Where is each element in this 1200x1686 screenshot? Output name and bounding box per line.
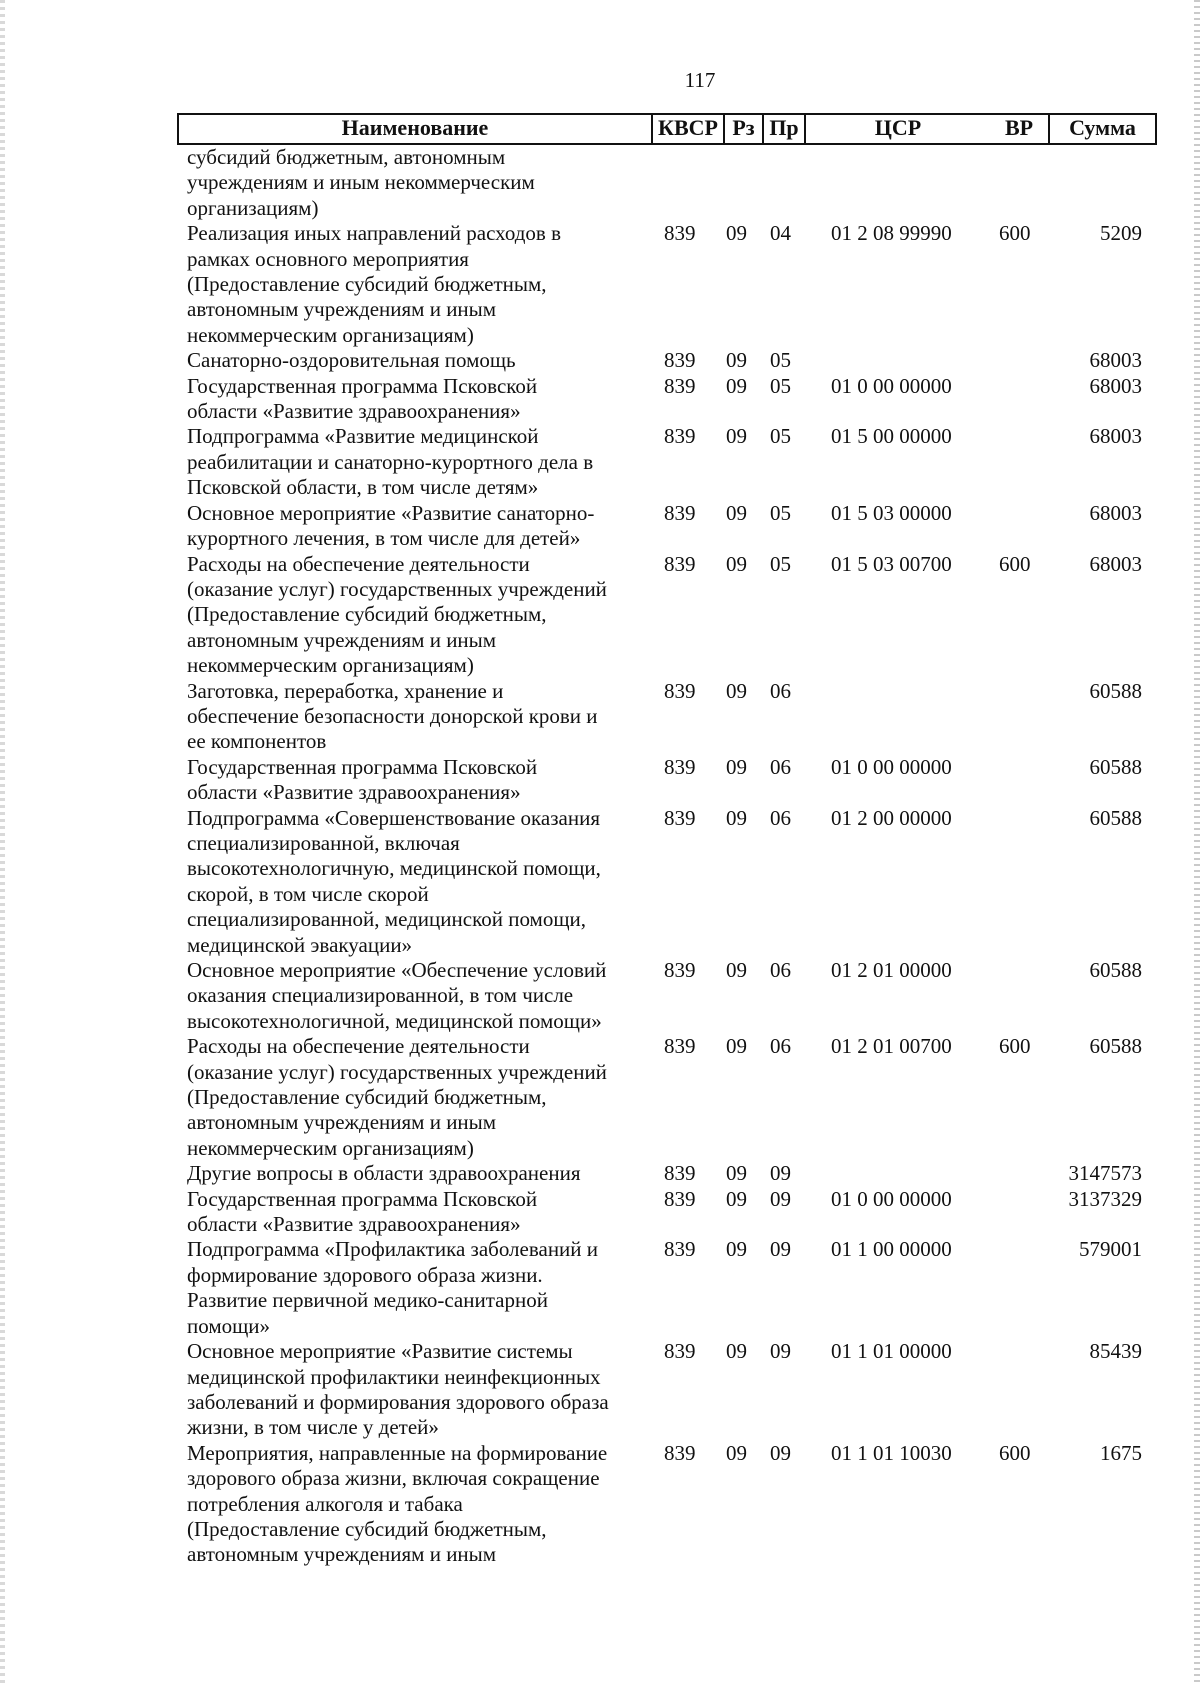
row-name-line: скорой, в том числе скорой [187, 881, 429, 906]
row-name-line: обеспечение безопасности донорской крови и [187, 703, 598, 728]
cell-vr [999, 755, 1043, 780]
cell-sum: 60588 [1089, 1034, 1142, 1059]
row-name-line: организациям) [187, 195, 319, 220]
row-name [177, 806, 642, 958]
cell-kvsr [664, 145, 712, 170]
row-name-line: ее компонентов [187, 729, 327, 754]
cell-kvsr: 839 [664, 754, 696, 779]
table-row [177, 374, 1157, 425]
cell-csr [831, 1161, 981, 1186]
row-name [177, 145, 642, 221]
cell-sum: 68003 [1089, 348, 1142, 373]
table-row [177, 1187, 1157, 1238]
cell-kvsr: 839 [664, 1186, 696, 1211]
table-row [177, 1034, 1157, 1161]
cell-pr: 05 [770, 373, 791, 398]
header-pr: Пр [764, 115, 806, 143]
cell-pr: 06 [770, 958, 791, 982]
cell-sum: 60588 [1089, 805, 1142, 830]
cell-csr [831, 348, 981, 373]
row-name-line: курортного лечения, в том числе для детей» [187, 526, 581, 551]
row-name-line: Основное мероприятие «Развитие санаторно- [187, 500, 595, 525]
row-name [177, 755, 642, 806]
row-name-line: Государственная программа Псковской [187, 1186, 538, 1211]
cell-vr [999, 679, 1043, 704]
row-name-line: Подпрограмма «Профилактика заболеваний и [187, 1237, 599, 1262]
cell-rz: 09 [726, 678, 747, 703]
row-name-line: Мероприятия, направленные на формирование [187, 1440, 608, 1465]
table-header [177, 113, 1157, 145]
cell-csr: 01 5 03 00000 [831, 500, 952, 525]
cell-kvsr: 839 [664, 1034, 696, 1059]
cell-vr [999, 1237, 1043, 1262]
cell-kvsr: 839 [664, 348, 696, 373]
cell-rz: 09 [726, 1161, 747, 1186]
row-name-line: оказания специализированной, в том числе [187, 983, 574, 1008]
row-name-line: Государственная программа Псковской [187, 373, 538, 398]
row-name-line: высокотехнологичной, медицинской помощи» [187, 1008, 602, 1033]
row-name-line: некоммерческим организациям) [187, 322, 474, 347]
cell-csr: 01 0 00 00000 [831, 373, 952, 398]
cell-vr: 600 [999, 221, 1031, 246]
cell-csr: 01 0 00 00000 [831, 1186, 952, 1211]
header-name: Наименование [179, 115, 653, 143]
cell-sum: 579001 [1079, 1237, 1142, 1262]
cell-csr: 01 2 08 99990 [831, 221, 952, 246]
table-row [177, 552, 1157, 679]
cell-vr [999, 348, 1043, 373]
row-name-line: некоммерческим организациям) [187, 653, 474, 678]
cell-pr: 09 [770, 1339, 791, 1364]
row-name [177, 501, 642, 552]
row-name-line: некоммерческим организациям) [187, 1135, 474, 1160]
cell-csr [831, 679, 981, 704]
table-body [177, 145, 1157, 1568]
cell-csr: 01 0 00 00000 [831, 754, 952, 779]
table-row [177, 806, 1157, 958]
cell-csr: 01 1 01 00000 [831, 1339, 952, 1364]
cell-pr: 09 [770, 1161, 791, 1186]
cell-pr: 06 [770, 678, 791, 703]
cell-sum: 1675 [1100, 1440, 1142, 1465]
cell-rz: 09 [726, 373, 747, 398]
cell-kvsr: 839 [664, 551, 696, 576]
row-name-line: высокотехнологичную, медицинской помощи, [187, 856, 601, 881]
row-name-line: автономным учреждениям и иным [187, 1110, 497, 1135]
table-row [177, 501, 1157, 552]
cell-kvsr: 839 [664, 1237, 696, 1262]
row-name-line: медицинской профилактики неинфекционных [187, 1364, 601, 1389]
header-sum: Сумма [1069, 115, 1136, 140]
row-name-line: (Предоставление субсидий бюджетным, [187, 1516, 547, 1541]
cell-kvsr: 839 [664, 678, 696, 703]
cell-kvsr: 839 [664, 805, 696, 830]
row-name [177, 1034, 642, 1161]
row-name [177, 1187, 642, 1238]
row-name-line: учреждениям и иным некоммерческим [187, 170, 535, 195]
row-name-line: медицинской эвакуации» [187, 932, 413, 957]
cell-sum [1043, 145, 1142, 170]
row-name [177, 1339, 642, 1441]
cell-pr: 09 [770, 1440, 791, 1465]
cell-kvsr: 839 [664, 1339, 696, 1364]
cell-rz: 09 [726, 500, 747, 525]
row-name-line: рамках основного мероприятия [187, 246, 469, 271]
table-row [177, 755, 1157, 806]
cell-kvsr: 839 [664, 424, 696, 449]
cell-vr [999, 145, 1043, 170]
cell-csr: 01 2 01 00000 [831, 958, 952, 982]
row-name-line: Заготовка, переработка, хранение и [187, 678, 504, 703]
row-name-line: (Предоставление субсидий бюджетным, [187, 1085, 547, 1110]
row-name [177, 1161, 642, 1186]
header-kvsr: КВСР [653, 115, 725, 143]
row-name-line: (оказание услуг) государственных учреждений [187, 576, 607, 601]
cell-vr [999, 424, 1043, 449]
cell-rz: 09 [726, 551, 747, 576]
row-name [177, 374, 642, 425]
cell-vr: 600 [999, 1034, 1031, 1059]
row-name [177, 1441, 642, 1568]
row-name [177, 552, 642, 679]
cell-kvsr: 839 [664, 500, 696, 525]
row-name-line: Расходы на обеспечение деятельности [187, 1034, 530, 1059]
cell-pr: 05 [770, 348, 791, 373]
cell-vr [999, 1339, 1043, 1364]
cell-rz: 09 [726, 754, 747, 779]
cell-rz: 09 [726, 958, 747, 982]
table-row [177, 348, 1157, 373]
cell-vr [999, 806, 1043, 831]
header-rz: Рз [725, 115, 764, 143]
cell-kvsr: 839 [664, 1440, 696, 1465]
cell-vr [999, 1161, 1043, 1186]
scan-edge-right [1194, 0, 1200, 1686]
cell-pr: 06 [770, 754, 791, 779]
table-row [177, 1237, 1157, 1339]
row-name-line: специализированной, медицинской помощи, [187, 907, 586, 932]
cell-sum: 60588 [1089, 958, 1142, 982]
cell-kvsr: 839 [664, 373, 696, 398]
cell-sum: 68003 [1089, 551, 1142, 576]
row-name-line: Государственная программа Псковской [187, 754, 538, 779]
row-name [177, 221, 642, 348]
cell-pr: 05 [770, 551, 791, 576]
row-name-line: Расходы на обеспечение деятельности [187, 551, 530, 576]
cell-kvsr: 839 [664, 1161, 696, 1186]
row-name-line: Санаторно-оздоровительная помощь [187, 348, 516, 373]
table-row [177, 1339, 1157, 1441]
cell-rz: 09 [726, 1440, 747, 1465]
row-name-line: (Предоставление субсидий бюджетным, [187, 272, 547, 297]
cell-csr: 01 5 00 00000 [831, 424, 952, 449]
table-row [177, 679, 1157, 755]
cell-csr: 01 2 00 00000 [831, 805, 952, 830]
row-name-line: потребления алкоголя и табака [187, 1491, 463, 1516]
row-name [177, 1237, 642, 1339]
cell-rz: 09 [726, 424, 747, 449]
cell-csr: 01 1 01 10030 [831, 1440, 952, 1465]
row-name [177, 424, 642, 500]
cell-kvsr: 839 [664, 958, 696, 982]
cell-sum: 60588 [1089, 678, 1142, 703]
row-name-line: области «Развитие здравоохранения» [187, 780, 521, 805]
cell-rz: 09 [726, 805, 747, 830]
cell-pr: 06 [770, 805, 791, 830]
cell-pr: 09 [770, 1186, 791, 1211]
cell-vr: 600 [999, 1440, 1031, 1465]
row-name-line: специализированной, включая [187, 830, 460, 855]
cell-rz: 09 [726, 1237, 747, 1262]
cell-pr: 04 [770, 221, 791, 246]
row-name-line: Реализация иных направлений расходов в [187, 221, 562, 246]
header-vr: ВР [990, 115, 1050, 143]
row-name-line: (оказание услуг) государственных учреждений [187, 1059, 607, 1084]
row-name-line: Подпрограмма «Развитие медицинской [187, 424, 539, 449]
table-row [177, 221, 1157, 348]
cell-vr [999, 958, 1043, 983]
row-name-line: автономным учреждениям и иным [187, 627, 497, 652]
table-row [177, 1161, 1157, 1186]
row-name [177, 679, 642, 755]
page-number: 117 [684, 68, 716, 92]
cell-sum: 5209 [1100, 221, 1142, 246]
cell-csr: 01 2 01 00700 [831, 1034, 952, 1059]
row-name-line: Развитие первичной медико-санитарной [187, 1288, 548, 1313]
cell-sum: 3137329 [1068, 1186, 1142, 1211]
row-name-line: здорового образа жизни, включая сокращение [187, 1466, 600, 1491]
row-name-line: (Предоставление субсидий бюджетным, [187, 602, 547, 627]
row-name-line: формирование здорового образа жизни. [187, 1262, 543, 1287]
table-row [177, 424, 1157, 500]
table-row [177, 145, 1157, 221]
cell-vr: 600 [999, 551, 1031, 576]
cell-vr [999, 501, 1043, 526]
row-name-line: автономным учреждениям и иным [187, 1542, 497, 1567]
cell-vr [999, 1187, 1043, 1212]
cell-sum: 3147573 [1068, 1161, 1142, 1186]
cell-pr: 06 [770, 1034, 791, 1059]
row-name-line: жизни, в том числе у детей» [187, 1415, 439, 1440]
cell-rz: 09 [726, 1034, 747, 1059]
cell-csr: 01 5 03 00700 [831, 551, 952, 576]
table-row [177, 958, 1157, 1034]
row-name-line: Подпрограмма «Совершенствование оказания [187, 805, 601, 830]
cell-pr: 05 [770, 500, 791, 525]
cell-rz: 09 [726, 1186, 747, 1211]
table-row [177, 1441, 1157, 1568]
row-name-line: автономным учреждениям и иным [187, 297, 497, 322]
row-name-line: Другие вопросы в области здравоохранения [187, 1161, 581, 1186]
cell-rz: 09 [726, 348, 747, 373]
cell-sum: 68003 [1089, 424, 1142, 449]
cell-vr [999, 374, 1043, 399]
row-name-line: области «Развитие здравоохранения» [187, 399, 521, 424]
row-name [177, 348, 642, 373]
cell-kvsr: 839 [664, 221, 696, 246]
scan-edge-left [0, 0, 5, 1686]
row-name-line: Основное мероприятие «Развитие системы [187, 1339, 573, 1364]
cell-rz: 09 [726, 1339, 747, 1364]
cell-sum: 68003 [1089, 373, 1142, 398]
cell-sum: 68003 [1089, 500, 1142, 525]
row-name-line: субсидий бюджетным, автономным [187, 145, 506, 169]
cell-pr [770, 145, 800, 170]
cell-pr: 09 [770, 1237, 791, 1262]
row-name-line: помощи» [187, 1313, 271, 1338]
cell-sum: 60588 [1089, 754, 1142, 779]
cell-csr [831, 145, 981, 170]
cell-csr: 01 1 00 00000 [831, 1237, 952, 1262]
row-name [177, 958, 642, 1034]
budget-table [177, 113, 1157, 1568]
row-name-line: реабилитации и санаторно-курортного дела в [187, 449, 594, 474]
cell-pr: 05 [770, 424, 791, 449]
row-name-line: заболеваний и формирования здорового образа [187, 1389, 609, 1414]
header-csr: ЦСР [874, 115, 922, 140]
cell-sum: 85439 [1089, 1339, 1142, 1364]
cell-rz: 09 [726, 221, 747, 246]
row-name-line: Основное мероприятие «Обеспечение условий [187, 958, 607, 982]
row-name-line: области «Развитие здравоохранения» [187, 1212, 521, 1237]
cell-rz [726, 145, 756, 170]
row-name-line: Псковской области, в том числе детям» [187, 475, 539, 500]
